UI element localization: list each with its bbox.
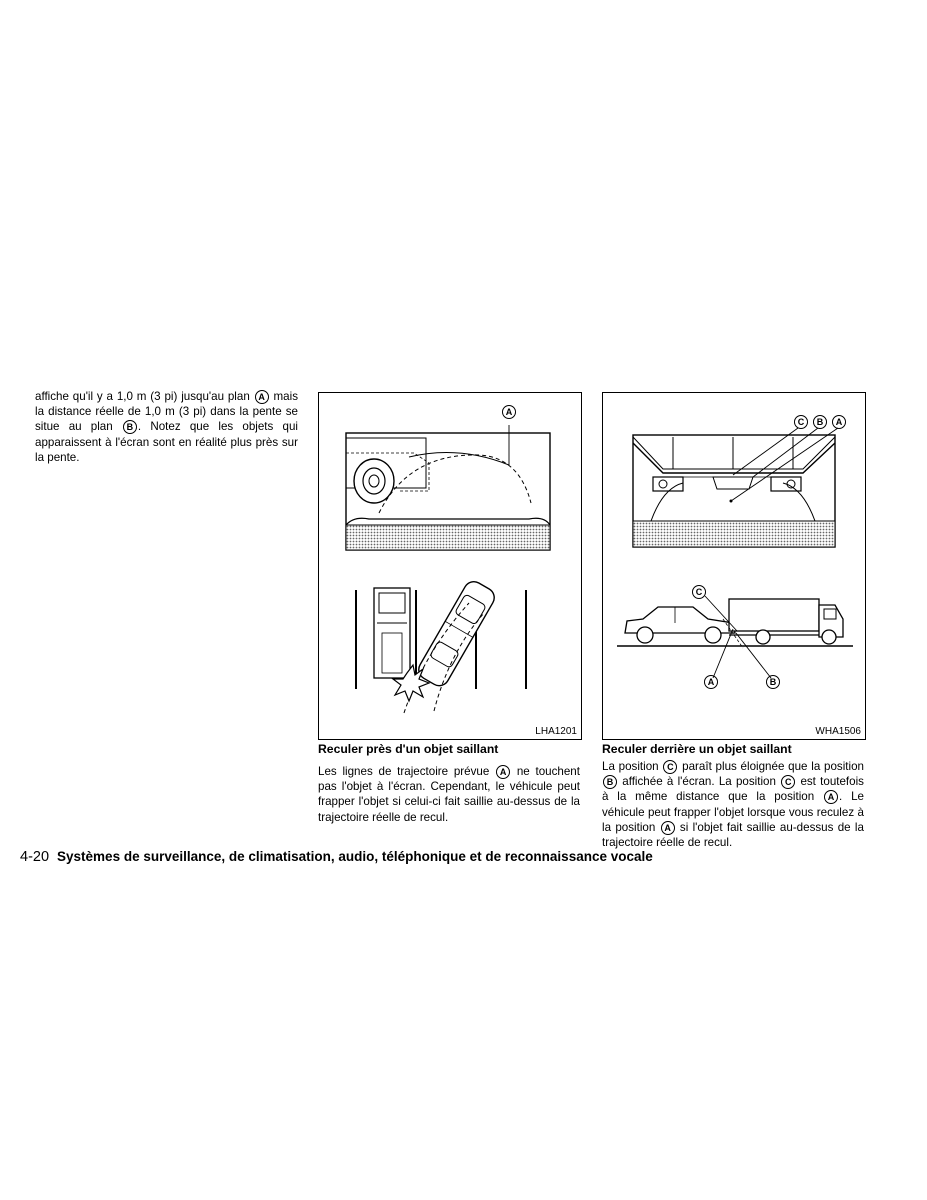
sr-m3: C: [781, 775, 795, 789]
section-left-body: [318, 764, 580, 825]
page-number: 4-20: [20, 849, 50, 865]
section-right-heading: Reculer derrière un objet saillant: [602, 742, 792, 756]
fig-right-label-b2: B: [766, 675, 780, 689]
figure-right-illustration: [603, 393, 865, 739]
sr-m5: A: [661, 821, 675, 835]
fig-right-label-c: C: [794, 415, 808, 429]
fig-right-label-b: B: [813, 415, 827, 429]
page-footer: [20, 849, 653, 865]
fig-right-label-a: A: [832, 415, 846, 429]
left-paragraph: [35, 389, 298, 465]
sr-m1: C: [663, 760, 677, 774]
sr-t1: La position: [602, 760, 659, 773]
left-text-3: . Notez que les objets qui apparaissent à l'écran sont en réalité plus près sur la pente.: [35, 420, 299, 464]
fig-left-code: LHA1201: [535, 726, 577, 737]
figure-protruding-object-near: [318, 392, 582, 740]
sr-t2: paraît plus éloignée que la position: [682, 760, 864, 773]
sr-m2: B: [603, 775, 617, 789]
fig-right-code: WHA1506: [815, 726, 861, 737]
marker-a: A: [255, 390, 269, 404]
fig-right-label-a2: A: [704, 675, 718, 689]
sr-t6: si l'objet fait saillie au-dessus de la trajectoire réelle de recul.: [602, 820, 864, 850]
section-left-heading: Reculer près d'un objet saillant: [318, 742, 499, 756]
section-left-marker-a: A: [496, 765, 510, 779]
sr-t4: est toutefois à la même distance que la position: [602, 775, 864, 804]
sr-t5: . Le véhicule peut frapper l'objet lorsque vous reculez à la position: [602, 790, 864, 834]
left-text-1: affiche qu'il y a 1,0 m (3 pi) jusqu'au plan: [35, 390, 250, 403]
fig-left-label-a: A: [502, 405, 516, 419]
figure-protruding-object-behind: [602, 392, 866, 740]
section-right-body: [602, 759, 864, 850]
marker-b: B: [123, 420, 137, 434]
section-left-text-b: ne touchent pas l'objet à l'écran. Cependant, le véhicule peut frapper l'objet si celui-ci fait saillie au-dessus de la trajectoire réelle de recul.: [318, 765, 580, 824]
sr-t3: affichée à l'écran. La position: [622, 775, 776, 789]
sr-m4: A: [824, 790, 838, 804]
fig-right-label-c2: C: [692, 585, 706, 599]
figure-left-illustration: [319, 393, 581, 739]
chapter-title: Systèmes de surveillance, de climatisation, audio, téléphonique et de reconnaissance vocale: [57, 849, 653, 864]
left-text-2: mais la distance réelle de 1,0 m (3 pi) dans la pente se situe au plan: [35, 390, 298, 434]
section-left-text-a: Les lignes de trajectoire prévue: [318, 765, 490, 778]
